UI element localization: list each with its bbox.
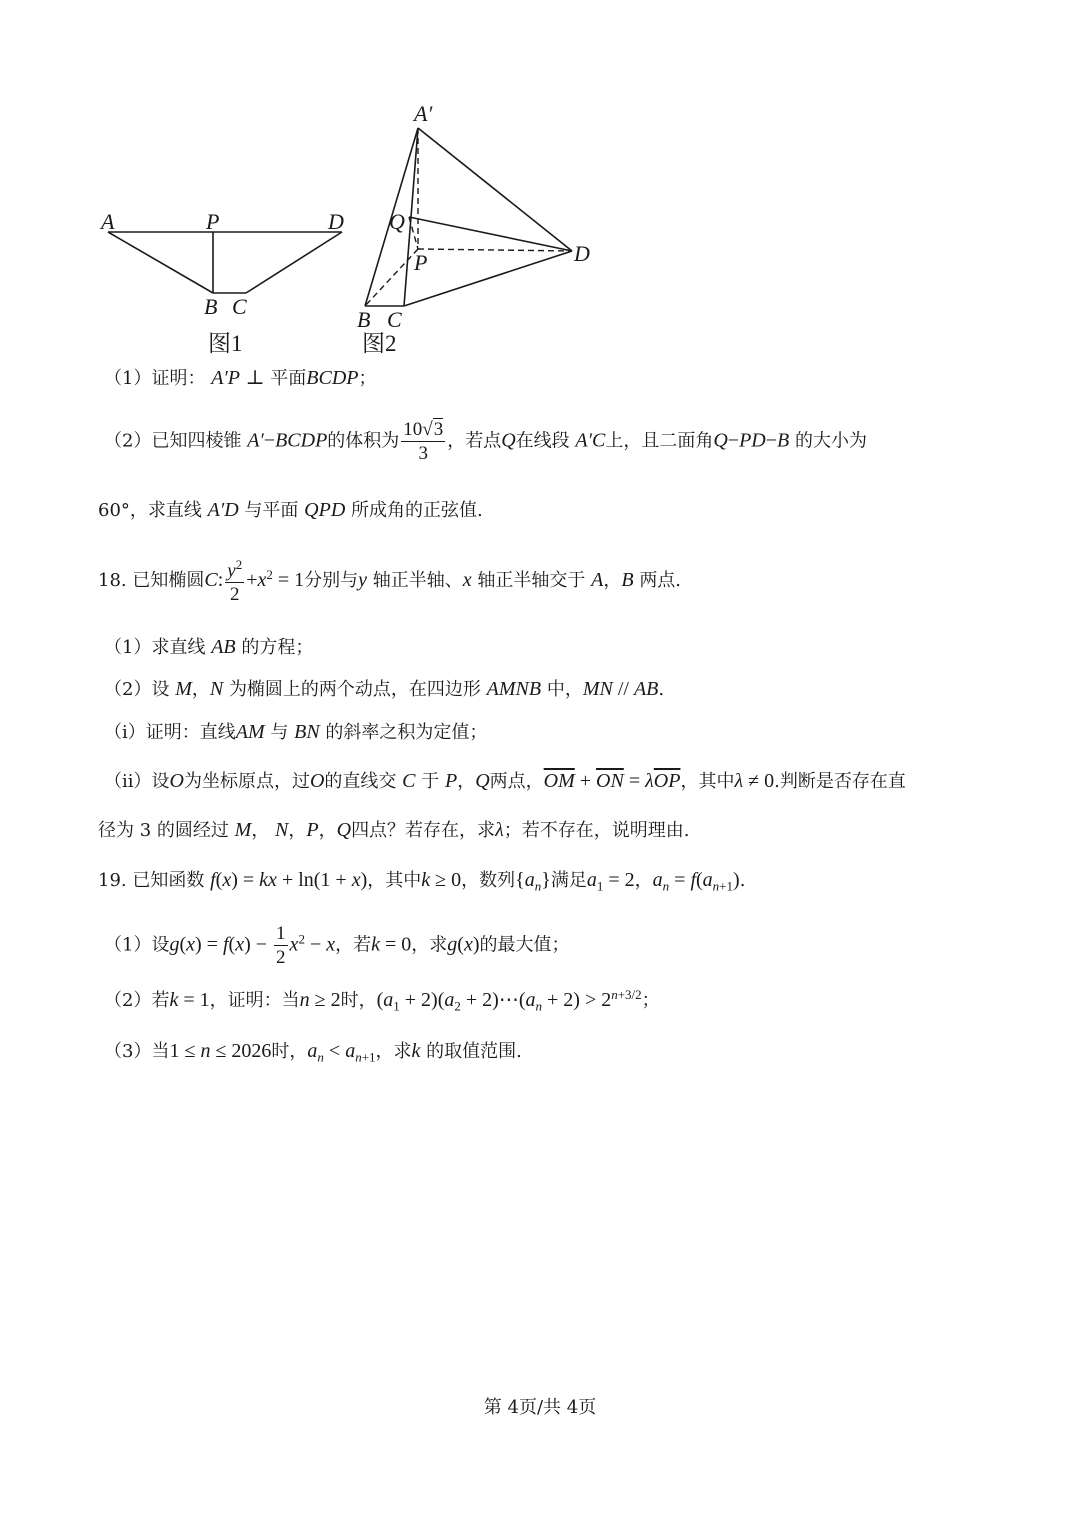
fig1-caption: 图1: [208, 331, 243, 356]
q18-part1: （1）求直线 AB 的方程；: [104, 636, 314, 658]
q18-part2-ii-continued: 径为 3 的圆经过 M， N，P，Q四点？若存在，求λ；若不存在，说明理由.: [98, 819, 690, 841]
figure-1: [108, 232, 342, 293]
fig2-dashed-PD: [418, 249, 572, 251]
q19-stem: 19. 已知函数 f(x) = kx + ln(1 + x)，其中k ≥ 0，数列$\{a_n\}$满足$a_1 = 2$，$a_n = f(a_{n+1})$.: [98, 869, 746, 894]
fig1-segment-CD: [246, 232, 342, 293]
fig2-label-A-prime: A′: [414, 101, 433, 126]
q18-part2: （2）设 M，N 为椭圆上的两个动点，在四边形 AMNB 中，MN // AB.: [104, 678, 665, 700]
fig2-label-D: D: [574, 241, 590, 266]
fig2-label-B: B: [357, 307, 371, 332]
fig1-label-D: D: [328, 209, 344, 234]
ellipse-fraction: $\frac{y^2}{2}$: [227, 557, 243, 606]
fig1-label-C: C: [232, 294, 247, 319]
fig1-segment-AB: [108, 232, 213, 293]
q18-stem: 18. 已知椭圆C: $\frac{y^2}{2}$ $+x^2 = 1$分别与y 轴正半轴、x 轴正半轴交于 A，B 两点.: [98, 557, 682, 606]
q18-part2-i: （i）证明：直线AM 与 BN 的斜率之积为定值；: [104, 721, 488, 743]
q17-part2: （2）已知四棱锥 A′−BCDP的体积为 $\frac{10√3}{3}$ ，若点Q在线段 A′C上，且二面角Q−PD−B 的大小为: [104, 419, 867, 464]
page-number: 第 4页/共 4页: [483, 1397, 597, 1418]
fig2-label-Q: Q: [389, 209, 405, 234]
q19-part1: （1）设g(x) = f(x) − $\frac{1}{2}$ $x^2 - x$，若k = 0，求g(x)的最大值；: [104, 923, 570, 968]
fig2-edge-QD: [409, 217, 572, 251]
q17-part1: （1）证明： A′P ⊥ 平面BCDP；: [104, 367, 377, 389]
q18-part2-ii: （ii）设O为坐标原点，过O的直线交 C 于 P，Q两点，$\overline{OM} + \overline{ON} = \lambda\overline{OP}$，其中λ ≠ 0.判断是否存在直: [104, 770, 906, 792]
geometry-figures: [0, 0, 1080, 360]
q17-part2-continued: 60°，求直线 A′D 与平面 QPD 所成角的正弦值.: [98, 499, 483, 521]
volume-fraction: $\frac{10√3}{3}$: [403, 419, 444, 464]
fig1-label-A: A: [101, 209, 115, 234]
q19-part2: （2）若k = 1，证明：当n ≥ 2时，$(a_1 + 2)(a_2$ + $2)\cdots(a_n + 2) > 2^{n+3/2}$；: [104, 987, 660, 1014]
fig1-label-P: P: [206, 209, 220, 234]
fig2-label-P: P: [414, 250, 428, 275]
fig2-caption: 图2: [362, 331, 397, 356]
fig1-label-B: B: [204, 294, 218, 319]
fig2-edge-AD: [418, 128, 572, 251]
half-fraction: $\frac{1}{2}$: [276, 923, 286, 968]
q19-part3: （3）当1 ≤ n ≤ 2026时，$a_n < a_{n+1}$，求k 的取值范围.: [104, 1040, 522, 1065]
fig2-label-C: C: [387, 307, 402, 332]
fig2-edge-CD: [404, 251, 572, 306]
